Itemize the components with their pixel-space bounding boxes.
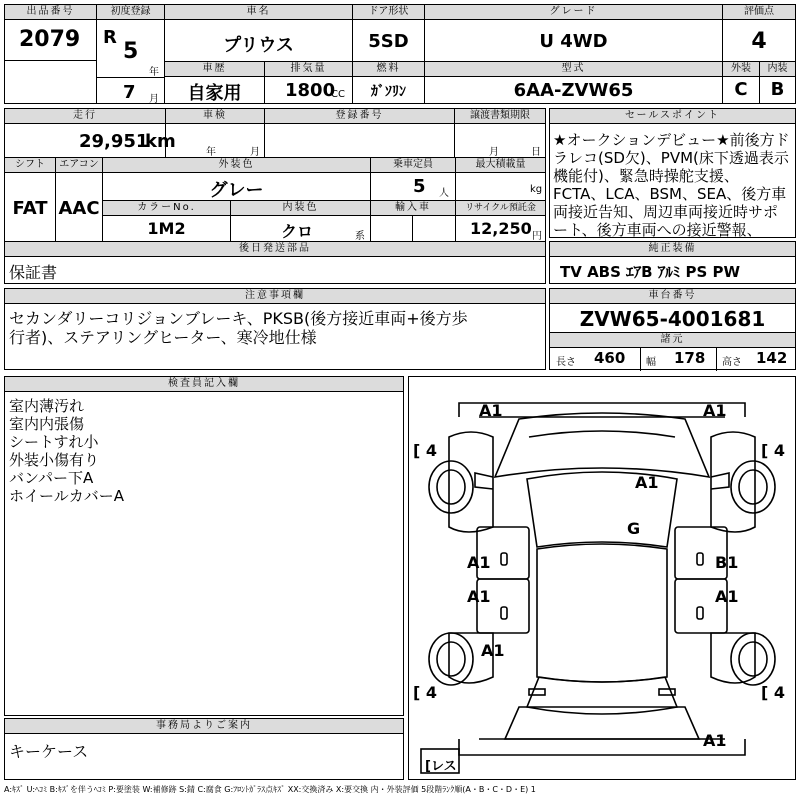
kg-unit: kg	[530, 184, 543, 195]
color-cell	[102, 157, 371, 201]
tire-rear-left	[429, 633, 473, 685]
aircon-cell	[55, 157, 103, 242]
yen-unit: 円	[532, 231, 542, 242]
inspection-header: 車検	[166, 109, 264, 124]
height: 142	[756, 349, 788, 367]
capacity: 5	[413, 176, 426, 197]
month-unit: 月	[149, 94, 159, 105]
history-header: 車歴	[165, 62, 264, 77]
width: 178	[674, 349, 706, 367]
fuel: ｶﾞｿﾘﾝ	[371, 84, 406, 100]
length-label: 長さ	[556, 357, 576, 368]
mark-rear-bumper: A1	[703, 731, 727, 750]
displacement-cell	[264, 61, 353, 104]
fuel-cell	[352, 61, 425, 104]
era-letter: R	[103, 27, 117, 48]
color-number-cell	[102, 200, 231, 242]
fuel-header: 燃料	[353, 62, 424, 77]
shift-cell	[4, 157, 56, 242]
tire-front-right	[731, 461, 775, 513]
sales-point-cell	[549, 108, 796, 238]
sales-point-header: セールスポイント	[550, 109, 795, 124]
later-parts-cell	[4, 241, 546, 284]
inspector-note-2: 室内内張傷	[9, 415, 85, 433]
spare-tire-label: [レス	[425, 759, 457, 774]
first-registration-header: 初度登録	[97, 5, 164, 20]
score-cell	[722, 4, 796, 62]
displacement: 1800	[285, 80, 336, 101]
lot-number-cell	[4, 4, 97, 61]
color-number-header: カラーNo.	[103, 201, 230, 216]
lot-number: 2079	[19, 27, 81, 52]
genuine-equipment-header: 純正装備	[550, 242, 795, 257]
capacity-header: 乗車定員	[371, 158, 455, 173]
km-unit: km	[145, 131, 176, 152]
sales-point-text: ★オークションデビュー★前後方ドラレコ(SD欠)、PVM(床下透過表示機能付)、緊急時操舵支援、FCTA、LCA、BSM、SEA、後方車両接近告知、周辺車両接近時サポート、後方車両への接近警報、	[553, 131, 790, 239]
inspector-note-3: シートすれ小	[9, 433, 99, 451]
mark-front-bumper-right: A1	[703, 401, 727, 420]
chassis-cell	[549, 288, 796, 370]
import-header: 輸入車	[371, 201, 455, 216]
notes-header: 注意事項欄	[5, 289, 545, 304]
history: 自家用	[187, 83, 242, 104]
kei-unit: 系	[355, 231, 365, 242]
inspection-cell	[165, 108, 265, 158]
mark-rear-door-right: A1	[715, 587, 739, 606]
car-name-header: 車名	[165, 5, 352, 20]
inspection-month-unit: 月	[250, 147, 260, 158]
door-header: ドア形状	[353, 5, 424, 20]
transfer-deadline-header: 譲渡書類期限	[455, 109, 545, 124]
inspector-notes-header: 検査員記入欄	[5, 377, 403, 392]
interior-grade: B	[770, 79, 785, 100]
height-label: 高さ	[722, 357, 742, 368]
inspector-note-6: ホイールカバーA	[9, 487, 124, 505]
width-label: 幅	[646, 357, 656, 368]
recycle-header: リサイクル預託金	[456, 201, 545, 216]
office-notice-header: 事務局よりご案内	[5, 719, 403, 734]
interior-color: クロ	[281, 222, 314, 241]
score-header: 評価点	[723, 5, 795, 20]
mileage-header: 走行	[5, 109, 165, 124]
inspector-note-1: 室内薄汚れ	[9, 397, 85, 415]
mark-rear-door-left: A1	[467, 587, 491, 606]
tire-rear-right	[731, 633, 775, 685]
color-header: 外装色	[103, 158, 370, 173]
genuine-equipment-cell	[549, 241, 796, 284]
chassis-header: 車台番号	[550, 289, 795, 304]
exterior-cell	[722, 61, 760, 104]
mark-front-door-left: A1	[467, 553, 491, 572]
office-notice: キーケース	[9, 742, 89, 761]
grade-header: グレード	[425, 5, 722, 20]
model-cell	[424, 61, 723, 104]
model: 6AA-ZVW65	[513, 80, 634, 101]
car-name-cell	[164, 4, 353, 62]
color: グレー	[209, 180, 264, 201]
mark-front-door-right: B1	[715, 553, 739, 572]
chassis-number: ZVW65-4001681	[579, 307, 766, 331]
length: 460	[594, 349, 626, 367]
inspector-note-4: 外装小傷有り	[9, 451, 100, 469]
aircon-header: エアコン	[56, 158, 102, 173]
later-parts-header: 後日発送部品	[5, 242, 545, 257]
cc-unit: CC	[331, 89, 345, 100]
legend: A:ｷｽﾞ U:ﾍｺﾐ B:ｷｽﾞを伴うﾍｺﾐ P:要塗装 W:補修跡 S:錆 C:腐食 G:ﾌﾛﾝﾄｶﾞﾗｽ点ｷｽﾞ XX:交換済み X:要交換 内・外装評価 5段階ﾗﾝｸ順(A・B・C・D・E) 1	[4, 785, 536, 794]
interior-color-header: 内装色	[231, 201, 370, 216]
tire-front-left	[429, 461, 473, 513]
transfer-deadline-cell	[454, 108, 546, 158]
genuine-equipment: TV ABS ｴｱB ｱﾙﾐ PS PW	[560, 263, 741, 281]
interior-header: 内装	[760, 62, 795, 77]
person-unit: 人	[439, 188, 449, 199]
color-number: 1M2	[147, 219, 186, 238]
recycle-amount: 12,250	[470, 219, 532, 238]
aircon: AAC	[58, 198, 100, 219]
first-registration-cell	[96, 4, 165, 104]
transfer-month-unit: 月	[489, 147, 499, 158]
inspector-note-5: バンパー下A	[9, 469, 94, 487]
capacity-cell	[370, 157, 456, 201]
registration-number-header: 登録番号	[265, 109, 454, 124]
year-unit: 年	[149, 67, 159, 78]
model-header: 型式	[425, 62, 722, 77]
registration-year: 5	[123, 39, 139, 64]
history-cell	[164, 61, 265, 104]
lot-number-header: 出品番号	[5, 5, 96, 20]
door-cell	[352, 4, 425, 62]
grade: U 4WD	[539, 31, 608, 52]
recycle-cell	[455, 200, 546, 242]
exterior-grade: C	[734, 79, 748, 100]
mark-windshield: G	[627, 519, 641, 538]
specs-header: 諸元	[550, 333, 795, 348]
exterior-header: 外装	[723, 62, 759, 77]
registration-month: 7	[123, 82, 136, 103]
displacement-header: 排気量	[265, 62, 352, 77]
shift: FAT	[12, 198, 48, 219]
office-notice-cell	[4, 718, 404, 780]
door-type: 5SD	[368, 31, 409, 52]
mileage-cell	[4, 108, 176, 158]
tire-depth-rear-right: [ 4	[761, 683, 786, 702]
interior-color-cell	[230, 200, 371, 242]
interior-cell	[759, 61, 796, 104]
tire-depth-rear-left: [ 4	[413, 683, 438, 702]
mark-front-bumper-left: A1	[479, 401, 503, 420]
shift-header: シフト	[5, 158, 55, 173]
mark-rear-fender-left: A1	[481, 641, 505, 660]
car-name: プリウス	[223, 35, 294, 56]
inspection-year-unit: 年	[206, 147, 216, 158]
max-load-cell	[455, 157, 546, 201]
tire-depth-front-right: [ 4	[761, 441, 786, 460]
score: 4	[751, 29, 767, 54]
import-cell	[370, 200, 456, 242]
notes-cell	[4, 288, 546, 370]
tire-depth-front-left: [ 4	[413, 441, 438, 460]
transfer-day-unit: 日	[531, 147, 541, 158]
mileage: 29,951	[79, 131, 149, 152]
notes-text: セカンダリーコリジョンブレーキ、PKSB(後方接近車両+後方歩行者)、ステアリングヒーター、寒冷地仕様	[9, 309, 468, 347]
later-parts: 保証書	[9, 263, 58, 282]
grade-cell	[424, 4, 723, 62]
car-diagram-panel	[408, 376, 796, 780]
max-load-header: 最大積載量	[456, 158, 545, 173]
lot-number-lower-cell	[4, 60, 97, 104]
car-outline	[409, 377, 795, 779]
inspector-notes-cell	[4, 376, 404, 716]
registration-number-cell	[264, 108, 455, 158]
mark-hood: A1	[635, 473, 659, 492]
